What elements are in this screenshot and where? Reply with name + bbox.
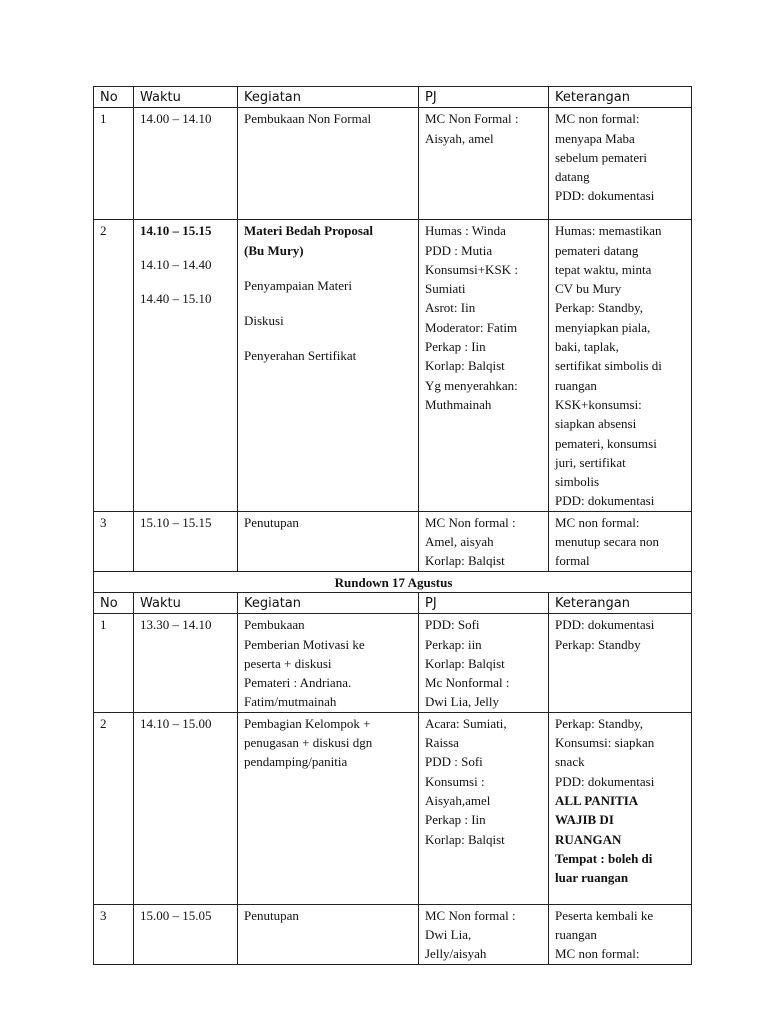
table-row <box>94 904 692 964</box>
table-row <box>94 614 692 712</box>
pj-line: Perkap : Iin <box>425 812 486 828</box>
pj-line: Acara: Sumiati, <box>425 715 507 731</box>
note-line: Perkap: Standby, <box>555 300 643 316</box>
cell-kegiatan <box>238 614 419 712</box>
activity-sub: Diskusi <box>244 313 284 329</box>
cell-no: 3 <box>94 511 134 571</box>
time-text: 14.00 – 14.10 <box>140 111 212 127</box>
note-line: MC non formal: <box>555 946 640 962</box>
pj-line: Yg menyerahkan: <box>425 377 518 393</box>
pj-line: Raissa <box>425 735 459 751</box>
table-row <box>94 108 692 220</box>
cell-pj <box>419 614 549 712</box>
note-line: sebelum pemateri <box>555 149 648 165</box>
time-text: 15.00 – 15.05 <box>140 907 212 923</box>
table-row <box>94 712 692 904</box>
cell-waktu <box>134 614 238 712</box>
cell-waktu <box>134 712 238 904</box>
activity-main: Materi Bedah Proposal <box>244 223 374 239</box>
activity-text: pendamping/panitia <box>244 754 348 770</box>
cell-waktu <box>134 904 238 964</box>
note-line: pemateri, konsumsi <box>555 435 657 451</box>
pj-line: Perkap: iin <box>425 636 482 652</box>
note-line: Konsumsi: siapkan <box>555 735 655 751</box>
cell-pj <box>419 511 549 571</box>
note-line: MC non formal: <box>555 111 640 127</box>
cell-no: 3 <box>94 904 134 964</box>
pj-line: Perkap : Iin <box>425 339 486 355</box>
note-line: Humas: memastikan <box>555 223 662 239</box>
cell-no: 2 <box>94 220 134 511</box>
note-line: ruangan <box>555 927 597 943</box>
table-header-row <box>94 87 692 108</box>
note-line: KSK+konsumsi: <box>555 396 642 412</box>
pj-line: Aisyah,amel <box>425 792 491 808</box>
cell-waktu <box>134 220 238 511</box>
note-line: Perkap: Standby, <box>555 715 643 731</box>
time-sub: 14.10 – 14.40 <box>140 256 212 272</box>
note-line: menyapa Maba <box>555 130 635 146</box>
activity-sub: Penyerahan Sertifikat <box>244 348 357 364</box>
pj-line: MC Non Formal : <box>425 111 519 127</box>
cell-pj <box>419 108 549 220</box>
note-emphasis: luar ruangan <box>555 870 629 886</box>
note-line: PDD: dokumentasi <box>555 773 655 789</box>
note-line: Perkap: Standby <box>555 636 641 652</box>
cell-keterangan <box>549 220 692 511</box>
pj-line: Korlap: Balqist <box>425 831 505 847</box>
activity-sub: Penyampaian Materi <box>244 277 352 293</box>
table-header-row <box>94 592 692 613</box>
pj-line: Humas : Winda <box>425 223 506 239</box>
activity-text: Pemberian Motivasi ke <box>244 636 365 652</box>
header-keterangan: Keterangan <box>549 592 692 613</box>
note-line: juri, sertifikat <box>555 454 626 470</box>
pj-line: Konsumsi+KSK : <box>425 261 518 277</box>
header-pj: PJ <box>419 592 549 613</box>
cell-pj <box>419 712 549 904</box>
note-line: snack <box>555 754 585 770</box>
header-keterangan: Keterangan <box>549 87 692 108</box>
cell-kegiatan <box>238 220 419 511</box>
pj-line: Amel, aisyah <box>425 534 494 550</box>
note-line: PDD: dokumentasi <box>555 493 655 509</box>
cell-keterangan <box>549 108 692 220</box>
pj-line: Konsumsi : <box>425 773 485 789</box>
cell-kegiatan <box>238 712 419 904</box>
activity-text: Pembukaan Non Formal <box>244 111 372 127</box>
pj-line: MC Non formal : <box>425 514 516 530</box>
cell-waktu <box>134 108 238 220</box>
note-line: formal <box>555 553 590 569</box>
cell-kegiatan <box>238 108 419 220</box>
activity-text: Pemateri : Andriana. <box>244 675 352 691</box>
time-text: 13.30 – 14.10 <box>140 617 212 633</box>
note-line: pemateri datang <box>555 242 639 258</box>
section-title-text: Rundown 17 Agustus <box>334 574 453 590</box>
cell-no: 1 <box>94 614 134 712</box>
table-row <box>94 511 692 571</box>
pj-line: Moderator: Fatim <box>425 319 518 335</box>
pj-line: Dwi Lia, Jelly <box>425 694 500 710</box>
note-emphasis: RUANGAN <box>555 831 622 847</box>
time-text: 15.10 – 15.15 <box>140 514 212 530</box>
note-line: PDD: dokumentasi <box>555 617 655 633</box>
pj-line: Jelly/aisyah <box>425 946 487 962</box>
pj-line: Korlap: Balqist <box>425 655 505 671</box>
time-sub: 14.40 – 15.10 <box>140 290 212 306</box>
header-waktu: Waktu <box>134 87 238 108</box>
header-no: No <box>94 592 134 613</box>
cell-no: 1 <box>94 108 134 220</box>
cell-keterangan <box>549 511 692 571</box>
note-line: tepat waktu, minta <box>555 261 652 277</box>
cell-kegiatan <box>238 904 419 964</box>
pj-line: Dwi Lia, <box>425 927 472 943</box>
note-emphasis: Tempat : boleh di <box>555 850 653 866</box>
cell-no: 2 <box>94 712 134 904</box>
activity-text: peserta + diskusi <box>244 655 332 671</box>
note-line: baki, taplak, <box>555 339 619 355</box>
note-line: PDD: dokumentasi <box>555 188 655 204</box>
cell-kegiatan <box>238 511 419 571</box>
pj-line: PDD : Sofi <box>425 754 483 770</box>
header-waktu: Waktu <box>134 592 238 613</box>
note-line: MC non formal: <box>555 514 640 530</box>
rundown-table <box>93 86 692 965</box>
time-main: 14.10 – 15.15 <box>140 223 212 239</box>
note-line: menutup secara non <box>555 534 659 550</box>
cell-keterangan <box>549 614 692 712</box>
note-line: datang <box>555 169 590 185</box>
note-line: menyiapkan piala, <box>555 319 651 335</box>
note-emphasis: ALL PANITIA <box>555 792 639 808</box>
note-line: ruangan <box>555 377 597 393</box>
activity-text: Fatim/mutmainah <box>244 694 337 710</box>
activity-text: Pembukaan <box>244 617 305 633</box>
activity-text: Penutupan <box>244 907 299 923</box>
header-kegiatan: Kegiatan <box>238 87 419 108</box>
note-line: CV bu Mury <box>555 281 622 297</box>
pj-line: Aisyah, amel <box>425 130 494 146</box>
cell-keterangan <box>549 904 692 964</box>
activity-text: Penutupan <box>244 514 299 530</box>
table-row <box>94 220 692 511</box>
header-no: No <box>94 87 134 108</box>
activity-main: (Bu Mury) <box>244 242 304 258</box>
activity-text: penugasan + diskusi dgn <box>244 735 373 751</box>
cell-pj <box>419 904 549 964</box>
cell-waktu <box>134 511 238 571</box>
header-kegiatan: Kegiatan <box>238 592 419 613</box>
note-line: siapkan absensi <box>555 416 637 432</box>
pj-line: Muthmainah <box>425 396 492 412</box>
note-line: simbolis <box>555 474 600 490</box>
section-title-row <box>94 571 692 592</box>
note-line: Peserta kembali ke <box>555 907 654 923</box>
section-title <box>94 571 692 592</box>
time-text: 14.10 – 15.00 <box>140 715 212 731</box>
pj-line: Mc Nonformal : <box>425 675 510 691</box>
pj-line: Sumiati <box>425 281 466 297</box>
header-pj: PJ <box>419 87 549 108</box>
pj-line: PDD: Sofi <box>425 617 480 633</box>
note-line: sertifikat simbolis di <box>555 358 662 374</box>
pj-line: PDD : Mutia <box>425 242 493 258</box>
cell-pj <box>419 220 549 511</box>
pj-line: Asrot: Iin <box>425 300 476 316</box>
pj-line: MC Non formal : <box>425 907 516 923</box>
cell-keterangan <box>549 712 692 904</box>
activity-text: Pembagian Kelompok + <box>244 715 371 731</box>
pj-line: Korlap: Balqist <box>425 358 505 374</box>
pj-line: Korlap: Balqist <box>425 553 505 569</box>
note-emphasis: WAJIB DI <box>555 812 614 828</box>
